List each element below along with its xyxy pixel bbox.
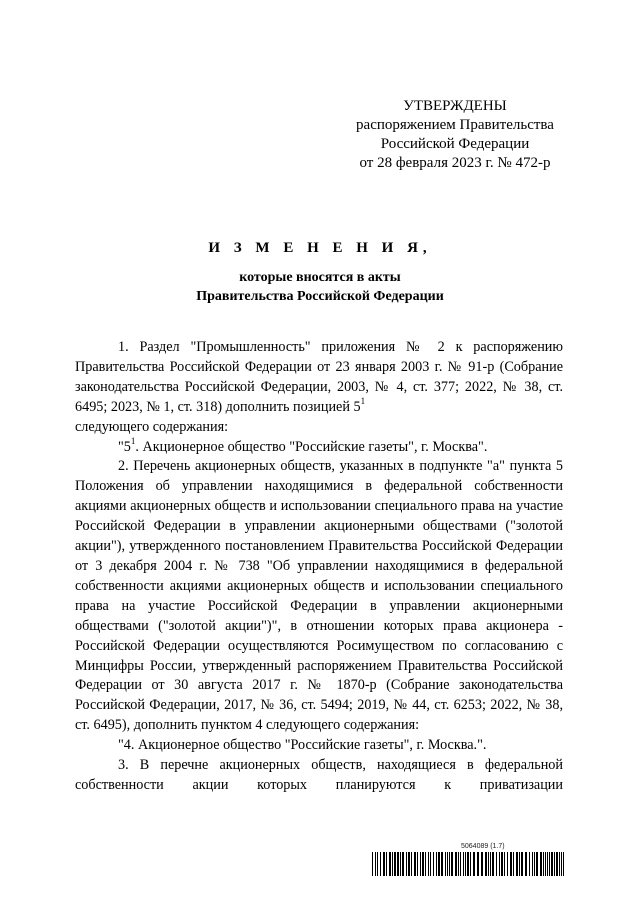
approval-line: распоряжением Правительства <box>356 117 554 133</box>
paragraph-3: 3. В перечне акционерных обществ, находящиеся в федеральной собственности акции которых планируются к приватизации <box>75 757 563 793</box>
subtitle-line: которые вносятся в акты <box>239 270 401 285</box>
document-id: 5064089 (1.7) <box>461 843 505 850</box>
paragraph-quote-1 <box>75 435 563 458</box>
document-title: И З М Е Н Е Н И Я, <box>208 240 432 256</box>
paragraph-text: 1. Раздел "Промышленность" приложения № 2 к распоряжению Правительства Российской Федерации от 23 января 2003 г. № 91-р (Собрание законодательства Российской Федерации, 2003, № 4, ст. 377; 2022, № 38, ст. 6495; 2023, № 1, ст. 318) дополнить позицией 5 <box>75 339 563 415</box>
approval-line: Российской Федерации <box>380 136 530 152</box>
paragraph-text: следующего содержания: <box>75 418 229 435</box>
approval-date: от 28 февраля 2023 г. № 472-р <box>359 155 551 171</box>
quote-prefix: "5 <box>118 438 131 455</box>
approval-block <box>330 97 580 173</box>
paragraph-quote-2: "4. Акционерное общество "Российские газеты", г. Москва.". <box>118 737 487 754</box>
document-body <box>75 338 563 796</box>
superscript: 1 <box>360 395 366 406</box>
document-subtitle <box>0 268 640 306</box>
superscript: 1 <box>130 435 136 446</box>
approval-heading: УТВЕРЖДЕНЫ <box>403 98 507 114</box>
barcode-icon <box>372 852 565 876</box>
subtitle-line: Правительства Российской Федерации <box>196 289 444 304</box>
paragraph-1 <box>75 338 563 438</box>
quote-text: . Акционерное общество "Российские газеты", г. Москва". <box>135 438 488 455</box>
paragraph-2: 2. Перечень акционерных обществ, указанных в подпункте "а" пункта 5 Положения об управлении находящимися в федеральной собственности акциями акционерных обществ и использовании специального права на участие Российской Федерации в управлении акционерными обществами ("золотой акции"), утвержденного постановлением Правительства Российской Федерации от 3 декабря 2004 г. № 738 "Об управлении находящимися в федеральной собственности акциями акционерных обществ и использовании специального права на участие Российской Федерации в управлении акционерными обществами ("золотой акции")", в отношении которых права акционера - Российской Федерации осуществляются Росимуществом по согласованию с Минцифры России, утвержденный распоряжением Правительства Российской Федерации от 30 августа 2017 г. № 1870-р (Собрание законодательства Российской Федерации, 2017, № 36, ст. 5494; 2019, № 44, ст. 6253; 2022, № 38, ст. 6495), дополнить пунктом 4 следующего содержания: <box>75 458 563 734</box>
